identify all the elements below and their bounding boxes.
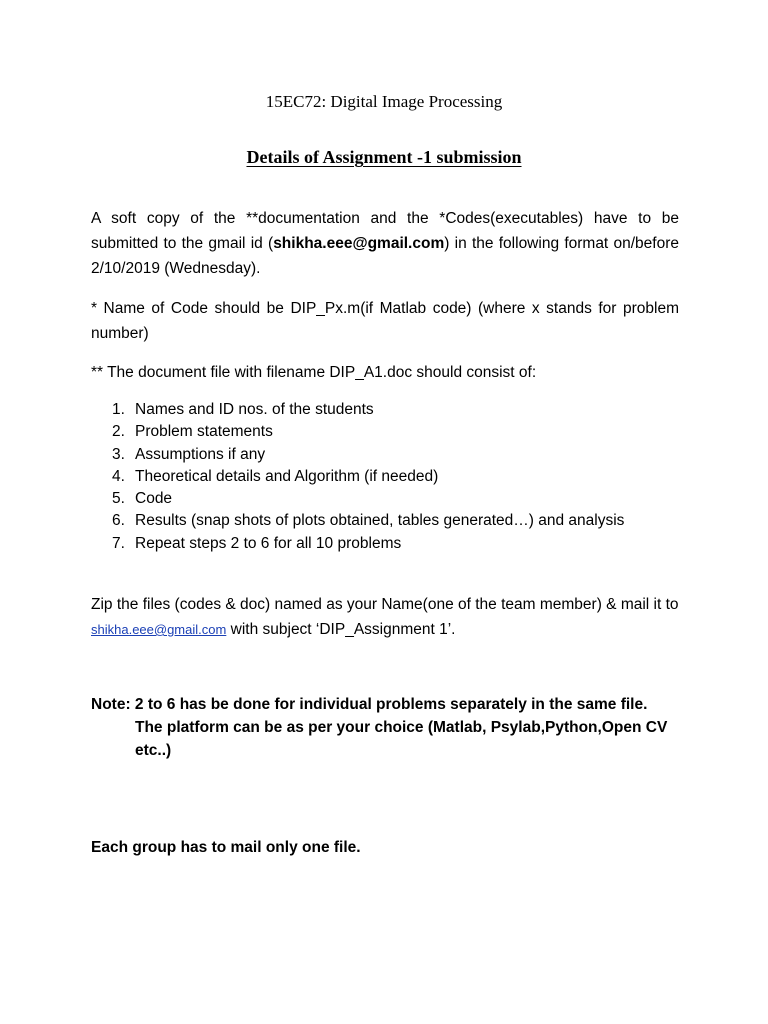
list-item-number: 7. — [112, 534, 125, 552]
contents-list — [91, 399, 691, 555]
assignment-heading — [0, 147, 768, 168]
list-item-text: Names and ID nos. of the students — [135, 401, 374, 418]
list-item-number: 2. — [112, 423, 125, 441]
list-item — [91, 399, 691, 421]
list-item-text: Repeat steps 2 to 6 for all 10 problems — [135, 534, 402, 552]
zip-text-after-link: with subject ‘DIP_Assignment 1’. — [226, 621, 456, 638]
list-item — [91, 466, 691, 488]
intro-text-after-email: ) in the following format on/before 2/10/2019 (Wednesday). — [91, 235, 679, 277]
list-item-text: Theoretical details and Algorithm (if needed) — [135, 467, 439, 485]
list-item-number: 6. — [112, 512, 125, 530]
code-name-note: * Name of Code should be DIP_Px.m(if Matlab code) (where x stands for problem number) — [91, 300, 679, 342]
note-line-2: The platform can be as per your choice (Matlab, Psylab,Python,Open CV etc..) — [135, 719, 668, 759]
intro-text-before-email: A soft copy of the **documentation and the *Codes(executables) have to be submitted to the gmail id ( — [91, 210, 679, 252]
closing-statement: Each group has to mail only one file. — [91, 839, 361, 856]
intro-paragraph — [91, 206, 679, 281]
list-item-text: Assumptions if any — [135, 445, 266, 463]
zip-text-before-link: Zip the files (codes & doc) named as your Name(one of the team member) & mail it to — [91, 596, 679, 613]
list-item — [91, 533, 691, 555]
list-item-text: Code — [135, 490, 173, 508]
list-item-number: 1. — [112, 401, 125, 418]
email-link[interactable]: shikha.eee@gmail.com — [91, 622, 227, 637]
list-item-number: 5. — [112, 490, 125, 508]
list-item — [91, 421, 691, 443]
zip-instruction — [91, 592, 681, 642]
submission-email: shikha.eee@gmail.com — [273, 235, 445, 252]
list-item — [91, 444, 691, 466]
doc-file-note: ** The document file with filename DIP_A1.doc should consist of: — [91, 364, 537, 381]
note-block — [91, 693, 691, 762]
list-item-text: Results (snap shots of plots obtained, tables generated…) and analysis — [135, 512, 625, 530]
list-item-number: 3. — [112, 445, 125, 463]
note-line-1: Note: 2 to 6 has be done for individual problems separately in the same file. — [91, 696, 648, 713]
assignment-heading-text: Details of Assignment -1 submission — [246, 147, 522, 167]
list-item-number: 4. — [112, 467, 125, 485]
list-item — [91, 510, 691, 532]
course-title: 15EC72: Digital Image Processing — [265, 92, 503, 111]
list-item-text: Problem statements — [135, 423, 273, 441]
list-item — [91, 488, 691, 510]
